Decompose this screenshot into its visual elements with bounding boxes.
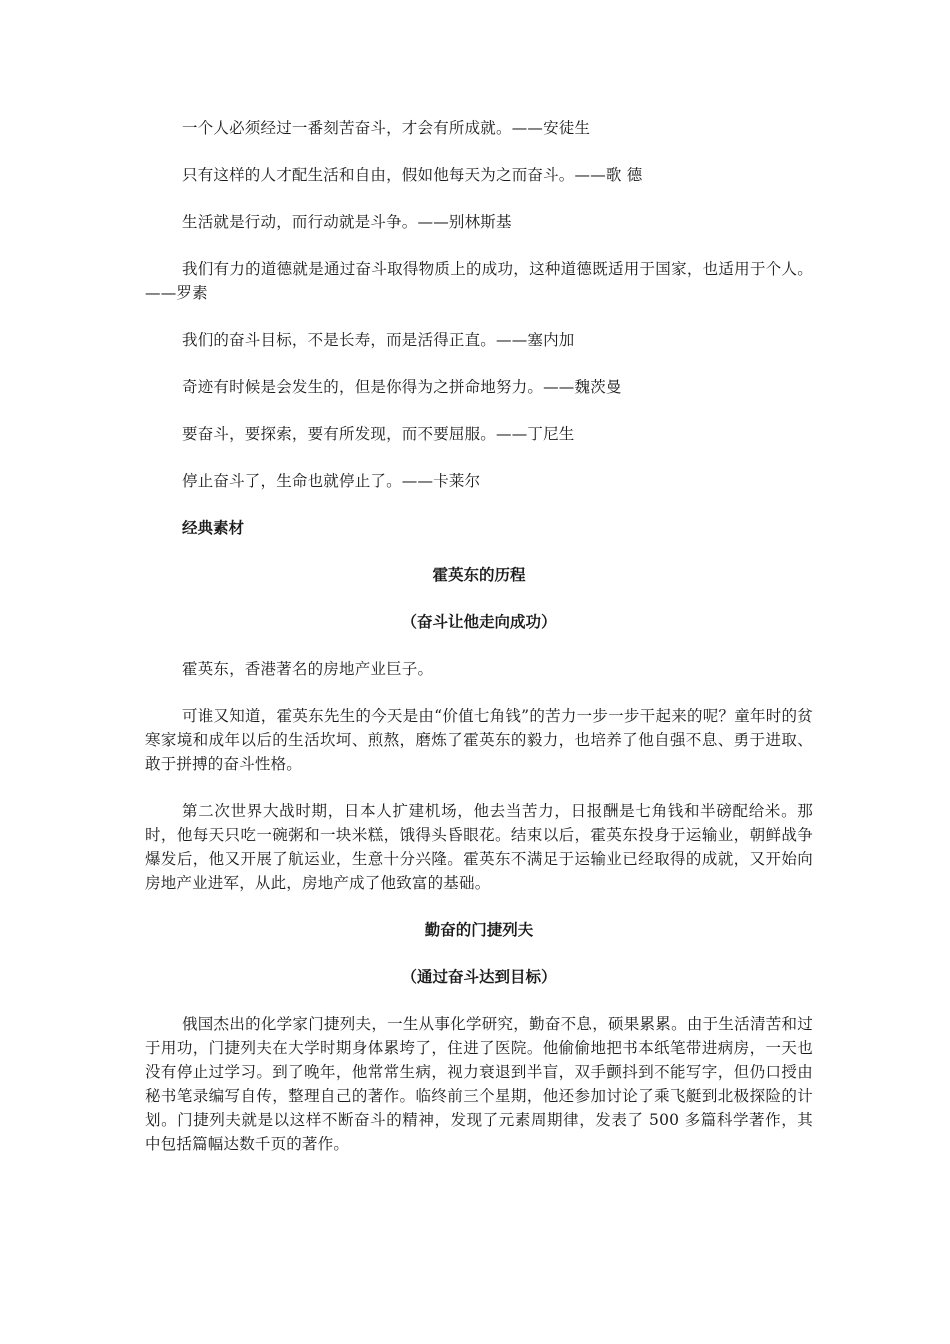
story-subtitle: （通过奋斗达到目标） [401,968,557,986]
story-subtitle: （奋斗让他走向成功） [401,613,557,631]
quote-paragraph: 要奋斗，要探索，要有所发现，而不要屈服。——丁尼生 [182,425,575,443]
quote-paragraph: 我们有力的道德就是通过奋斗取得物质上的成功，这种道德既适用于国家，也适用于个人。——罗素 [145,260,813,302]
quote-paragraph: 停止奋斗了，生命也就停止了。——卡莱尔 [182,472,481,490]
story-paragraph: 第二次世界大战时期，日本人扩建机场，他去当苦力，日报酬是七角钱和半磅配给米。那时，他每天只吃一碗粥和一块米糕，饿得头昏眼花。结束以后，霍英东投身于运输业，朝鲜战争爆发后，他又开展了航运业，生意十分兴隆。霍英东不满足于运输业已经取得的成就，又开始向房地产业进军，从此，房地产成了他致富的基础。 [145,802,813,892]
quote-paragraph: 奇迹有时候是会发生的，但是你得为之拼命地努力。——魏茨曼 [182,378,622,396]
story-title: 勤奋的门捷列夫 [424,921,534,939]
quote-paragraph: 生活就是行动，而行动就是斗争。——别林斯基 [182,213,512,231]
section-heading: 经典素材 [182,519,245,537]
quote-paragraph: 一个人必须经过一番刻苦奋斗，才会有所成就。——安徒生 [182,119,591,137]
story-paragraph: 霍英东，香港著名的房地产业巨子。 [182,660,434,678]
quote-paragraph: 我们的奋斗目标，不是长寿，而是活得正直。——塞内加 [182,331,575,349]
story-paragraph: 俄国杰出的化学家门捷列夫，一生从事化学研究，勤奋不息，硕果累累。由于生活清苦和过于用功，门捷列夫在大学时期身体累垮了，住进了医院。他偷偷地把书本纸笔带进病房，一天也没有停止过学习。到了晚年，他常常生病，视力衰退到半盲，双手颤抖到不能写字，但仍口授由秘书笔录编写自传，整理自己的著作。临终前三个星期，他还参加讨论了乘飞艇到北极探险的计划。门捷列夫就是以这样不断奋斗的精神，发现了元素周期律，发表了 500 多篇科学著作，其中包括篇幅达数千页的著作。 [145,1015,813,1153]
document-page [145,116,813,1179]
story-title: 霍英东的历程 [432,566,526,584]
story-paragraph: 可谁又知道，霍英东先生的今天是由“价值七角钱”的苦力一步一步干起来的呢？童年时的贫寒家境和成年以后的生活坎坷、煎熬，磨炼了霍英东的毅力，也培养了他自强不息、勇于进取、敢于拼搏的奋斗性格。 [145,707,813,773]
quote-paragraph: 只有这样的人才配生活和自由，假如他每天为之而奋斗。——歌 德 [182,166,643,184]
